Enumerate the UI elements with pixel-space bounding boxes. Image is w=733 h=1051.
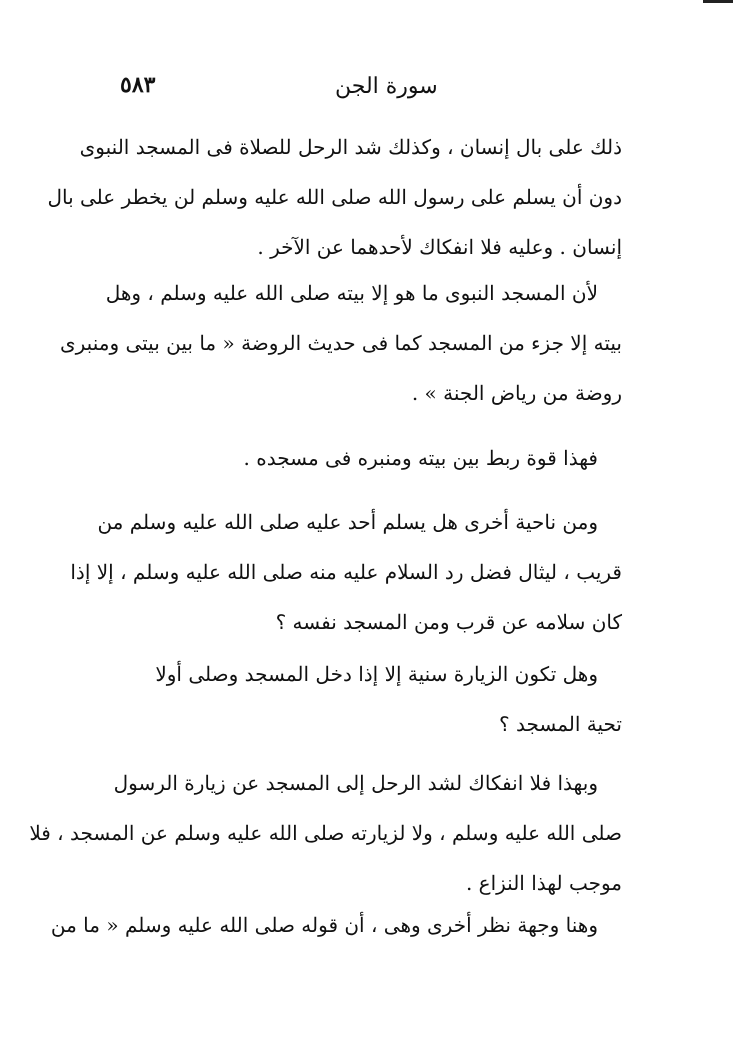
corner-mark (703, 0, 733, 3)
text-line: إنسان . وعليه فلا انفكاك لأحدهما عن الآخر . (257, 235, 622, 259)
text-line: دون أن يسلم على رسول الله صلى الله عليه وسلم لن يخطر على بال (47, 185, 622, 209)
text-line: وهل تكون الزيارة سنية إلا إذا دخل المسجد وصلى أولا (155, 662, 598, 686)
text-line: فهذا قوة ربط بين بيته ومنبره فى مسجده . (243, 446, 598, 470)
text-line: بيته إلا جزء من المسجد كما فى حديث الروضة « ما بين بيتى ومنبرى (59, 331, 622, 355)
text-line: قريب ، ليثال فضل رد السلام عليه منه صلى الله عليه وسلم ، إلا إذا (70, 560, 622, 584)
text-line: ذلك على بال إنسان ، وكذلك شد الرحل للصلاة فى المسجد النبوى (79, 135, 622, 159)
running-title: سورة الجن (335, 74, 438, 99)
paragraph-2 (59, 268, 622, 418)
paragraph-1 (47, 122, 622, 272)
text-line: روضة من رياض الجنة » . (411, 381, 622, 405)
page-number: ٥٨٣ (120, 72, 156, 98)
paragraph-3 (100, 433, 622, 483)
text-line: موجب لهذا النزاع . (465, 871, 622, 895)
text-line: لأن المسجد النبوى ما هو إلا بيته صلى الله عليه وسلم ، وهل (105, 281, 598, 305)
paragraph-4 (70, 497, 622, 647)
text-line: وبهذا فلا انفكاك لشد الرحل إلى المسجد عن زيارة الرسول (113, 771, 598, 795)
page-header (120, 72, 620, 108)
paragraph-7 (50, 900, 622, 950)
text-line: تحية المسجد ؟ (498, 712, 622, 736)
paragraph-5 (100, 649, 622, 749)
text-line: صلى الله عليه وسلم ، ولا لزيارته صلى الله عليه وسلم عن المسجد ، فلا (29, 821, 622, 845)
text-line: وهنا وجهة نظر أخرى وهى ، أن قوله صلى الله عليه وسلم « ما من (50, 913, 598, 937)
text-line: كان سلامه عن قرب ومن المسجد نفسه ؟ (275, 610, 622, 634)
paragraph-6 (29, 758, 622, 908)
text-line: ومن ناحية أخرى هل يسلم أحد عليه صلى الله عليه وسلم من (97, 510, 598, 534)
